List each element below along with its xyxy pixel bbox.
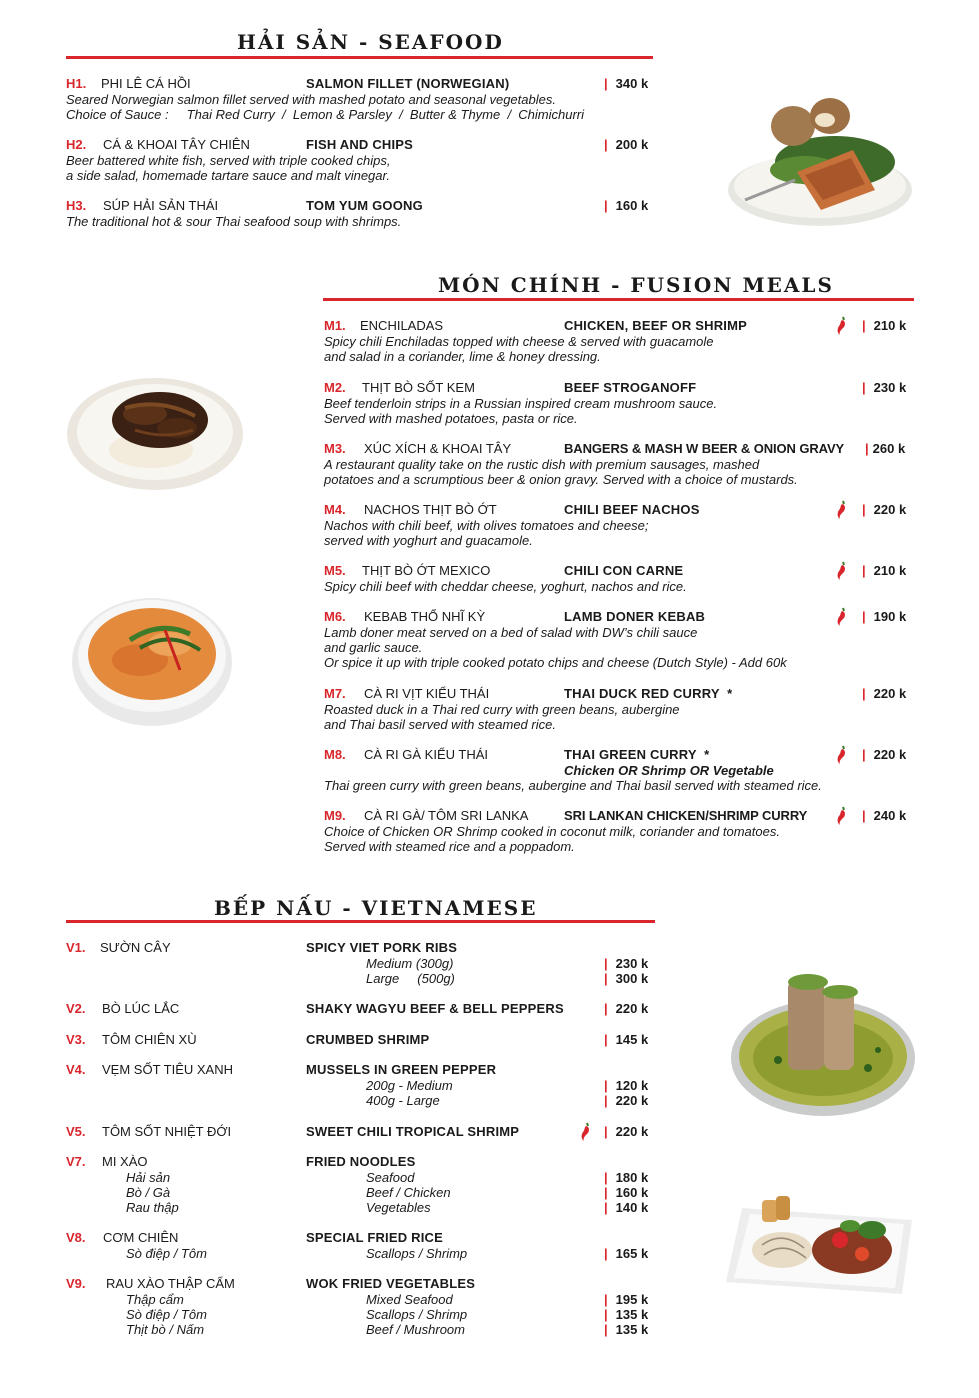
chili-icon [836, 561, 848, 581]
item-code: V9. [66, 1276, 86, 1291]
item-name-vn: CÀ RI GÀ KIỂU THÁI [364, 747, 489, 762]
item-name-vn: PHI LÊ CÁ HỒI [101, 76, 191, 91]
item-description: a side salad, homemade tartare sauce and malt vinegar. [66, 168, 390, 183]
seafood-title-rule [66, 56, 653, 59]
item-option: Chicken OR Shrimp OR Vegetable [564, 763, 774, 778]
item-description: A restaurant quality take on the rustic dish with premium sausages, mashed [324, 457, 760, 472]
item-variant: Large (500g) [366, 971, 455, 986]
item-name-vn: CƠM CHIÊN [103, 1230, 179, 1245]
item-name-en: WOK FRIED VEGETABLES [306, 1276, 476, 1291]
vietnamese-title-rule [66, 920, 655, 923]
item-price: | 220 k [862, 686, 907, 701]
item-variant: Vegetables [366, 1200, 431, 1215]
item-variant: Medium (300g) [366, 956, 454, 971]
item-variant: 400g - Large [366, 1093, 440, 1108]
item-name-en: SPICY VIET PORK RIBS [306, 940, 458, 955]
item-price: | 180 k [604, 1170, 649, 1185]
item-name-en: CHILI BEEF NACHOS [564, 502, 700, 517]
item-name-en: BEEF STROGANOFF [564, 380, 697, 395]
item-description: Served with steamed rice and a poppadom. [324, 839, 575, 854]
item-description: and Thai basil served with steamed rice. [324, 717, 556, 732]
item-code: H1. [66, 76, 87, 91]
item-name-en: SWEET CHILI TROPICAL SHRIMP [306, 1124, 520, 1139]
item-code: M2. [324, 380, 346, 395]
item-description: Beef tenderloin strips in a Russian inspired cream mushroom sauce. [324, 396, 718, 411]
item-name-en: THAI DUCK RED CURRY * [564, 686, 733, 701]
item-name-vn: BÒ LÚC LẮC [102, 1001, 180, 1016]
item-description: Spicy chili Enchiladas topped with cheese & served with guacamole [324, 334, 714, 349]
item-description: and salad in a coriander, lime & honey dressing. [324, 349, 601, 364]
item-name-en: BANGERS & MASH W BEER & ONION GRAVY [564, 441, 845, 456]
item-name-en: SHAKY WAGYU BEEF & BELL PEPPERS [306, 1001, 564, 1016]
item-price: | 240 k [862, 808, 907, 823]
item-variant: Mixed Seafood [366, 1292, 453, 1307]
fusion-section-title: MÓN CHÍNH - FUSION MEALS [438, 273, 834, 297]
beef-stroganoff-photo [65, 368, 245, 493]
item-name-en: THAI GREEN CURRY * [564, 747, 710, 762]
item-description: The traditional hot & sour Thai seafood soup with shrimps. [66, 214, 402, 229]
item-code: M9. [324, 808, 346, 823]
item-code: V2. [66, 1001, 86, 1016]
item-code: M4. [324, 502, 346, 517]
item-variant: 200g - Medium [366, 1078, 453, 1093]
item-code: V3. [66, 1032, 86, 1047]
chili-icon [836, 316, 848, 336]
item-name-vn: CÀ RI GÀ/ TÔM SRI LANKA [364, 808, 529, 823]
item-price: | 210 k [862, 563, 907, 578]
chili-icon [580, 1122, 592, 1142]
item-description: Spicy chili beef with cheddar cheese, yoghurt, nachos and rice. [324, 579, 687, 594]
item-description: Choice of Sauce : Thai Red Curry / Lemon & Parsley / Butter & Thyme / Chimichurri [66, 107, 585, 122]
item-description: Served with mashed potatoes, pasta or rice. [324, 411, 578, 426]
item-price: | 200 k [604, 137, 649, 152]
vietnamese-plate-photo [722, 1190, 917, 1300]
item-price: | 195 k [604, 1292, 649, 1307]
item-variant-vn: Thập cẩm [126, 1292, 184, 1307]
item-name-en: FISH AND CHIPS [306, 137, 414, 152]
item-price: | 220 k [862, 502, 907, 517]
item-name-vn: THỊT BÒ ỚT MEXICO [362, 563, 491, 578]
item-variant-vn: Rau thập [126, 1200, 179, 1215]
item-code: M6. [324, 609, 346, 624]
item-price: | 160 k [604, 1185, 649, 1200]
item-price: | 220 k [604, 1001, 649, 1016]
item-description: Nachos with chili beef, with olives tomatoes and cheese; [324, 518, 649, 533]
item-name-en: CHICKEN, BEEF OR SHRIMP [564, 318, 748, 333]
fusion-title-rule [323, 298, 914, 301]
item-name-en: TOM YUM GOONG [306, 198, 423, 213]
item-price: | 340 k [604, 76, 649, 91]
item-name-vn: TÔM CHIÊN XÙ [102, 1032, 197, 1047]
item-description: potatoes and a scrumptious beer & onion gravy. Served with a choice of mustards. [324, 472, 798, 487]
item-name-en: FRIED NOODLES [306, 1154, 416, 1169]
item-description: Or spice it up with triple cooked potato chips and cheese (Dutch Style) - Add 60k [324, 655, 787, 670]
item-description: Beer battered white fish, served with triple cooked chips, [66, 153, 391, 168]
item-code: M7. [324, 686, 346, 701]
item-name-en: SALMON FILLET (NORWEGIAN) [306, 76, 510, 91]
item-price: | 165 k [604, 1246, 649, 1261]
item-name-en: SPECIAL FRIED RICE [306, 1230, 443, 1245]
item-variant-vn: Bò / Gà [126, 1185, 171, 1200]
item-name-vn: SÚP HẢI SẢN THÁI [103, 198, 219, 213]
item-code: V7. [66, 1154, 86, 1169]
item-code: H2. [66, 137, 87, 152]
chili-icon [836, 806, 848, 826]
item-description: Roasted duck in a Thai red curry with green beans, aubergine [324, 702, 680, 717]
item-price: | 230 k [862, 380, 907, 395]
item-price: | 140 k [604, 1200, 649, 1215]
item-variant: Seafood [366, 1170, 415, 1185]
item-price: | 160 k [604, 198, 649, 213]
item-name-vn: SƯỜN CÂY [100, 940, 171, 955]
vietnamese-section-title: BẾP NẤU - VIETNAMESE [214, 896, 538, 920]
item-description: served with yoghurt and guacamole. [324, 533, 533, 548]
item-price: | 220 k [862, 747, 907, 762]
item-variant-vn: Thịt bò / Nấm [126, 1322, 205, 1337]
item-name-en: MUSSELS IN GREEN PEPPER [306, 1062, 497, 1077]
item-name-vn: TÔM SỐT NHIỆT ĐỚI [102, 1124, 232, 1139]
item-variant: Beef / Chicken [366, 1185, 451, 1200]
item-description: and garlic sauce. [324, 640, 423, 655]
item-name-vn: KEBAB THỔ NHĨ KỲ [364, 609, 486, 624]
item-code: M3. [324, 441, 346, 456]
item-variant: Scallops / Shrimp [366, 1307, 468, 1322]
item-name-en: LAMB DONER KEBAB [564, 609, 706, 624]
item-price: | 190 k [862, 609, 907, 624]
item-description: Lamb doner meat served on a bed of salad with DW’s chili sauce [324, 625, 698, 640]
item-description: Thai green curry with green beans, aubergine and Thai basil served with steamed rice. [324, 778, 822, 793]
item-price: | 220 k [604, 1093, 649, 1108]
item-price: | 135 k [604, 1307, 649, 1322]
chili-icon [836, 607, 848, 627]
item-code: V4. [66, 1062, 86, 1077]
item-name-en: SRI LANKAN CHICKEN/SHRIMP CURRY [564, 808, 808, 823]
item-name-vn: RAU XÀO THẬP CẨM [106, 1276, 235, 1291]
salmon-dish-photo [725, 80, 915, 230]
thai-red-curry-photo [70, 590, 235, 730]
item-description: Choice of Chicken OR Shrimp cooked in coconut milk, coriander and tomatoes. [324, 824, 780, 839]
item-name-vn: THỊT BÒ SỐT KEM [362, 380, 475, 395]
item-code: M5. [324, 563, 346, 578]
item-name-vn: CÁ & KHOAI TÂY CHIÊN [103, 137, 250, 152]
item-code: V1. [66, 940, 86, 955]
item-variant: Beef / Mushroom [366, 1322, 465, 1337]
item-price: | 135 k [604, 1322, 649, 1337]
item-price: | 120 k [604, 1078, 649, 1093]
item-name-vn: NACHOS THỊT BÒ ỚT [364, 502, 497, 517]
item-price: | 230 k [604, 956, 649, 971]
item-price: | 210 k [862, 318, 907, 333]
item-name-en: CRUMBED SHRIMP [306, 1032, 430, 1047]
chili-icon [836, 745, 848, 765]
item-price: | 145 k [604, 1032, 649, 1047]
item-name-vn: CÀ RI VỊT KIỂU THÁI [364, 686, 490, 701]
item-name-en: CHILI CON CARNE [564, 563, 684, 578]
item-name-vn: XÚC XÍCH & KHOAI TÂY [364, 441, 512, 456]
item-code: M1. [324, 318, 346, 333]
item-variant-vn: Sò điệp / Tôm [126, 1246, 207, 1261]
seafood-section-title: HẢI SẢN - SEAFOOD [237, 30, 504, 54]
pork-ribs-photo [728, 960, 918, 1120]
item-code: V5. [66, 1124, 86, 1139]
item-price: | 300 k [604, 971, 649, 986]
item-variant-vn: Sò điệp / Tôm [126, 1307, 207, 1322]
item-code: V8. [66, 1230, 86, 1245]
item-variant-vn: Hải sản [126, 1170, 171, 1185]
item-name-vn: ENCHILADAS [360, 318, 444, 333]
item-price: | 220 k [604, 1124, 649, 1139]
item-code: H3. [66, 198, 87, 213]
item-description: Seared Norwegian salmon fillet served with mashed potato and seasonal vegetables. [66, 92, 556, 107]
item-variant: Scallops / Shrimp [366, 1246, 468, 1261]
item-name-vn: MI XÀO [102, 1154, 148, 1169]
item-price: | 260 k [865, 441, 906, 456]
item-code: M8. [324, 747, 346, 762]
item-name-vn: VẸM SỐT TIÊU XANH [102, 1062, 233, 1077]
chili-icon [836, 500, 848, 520]
